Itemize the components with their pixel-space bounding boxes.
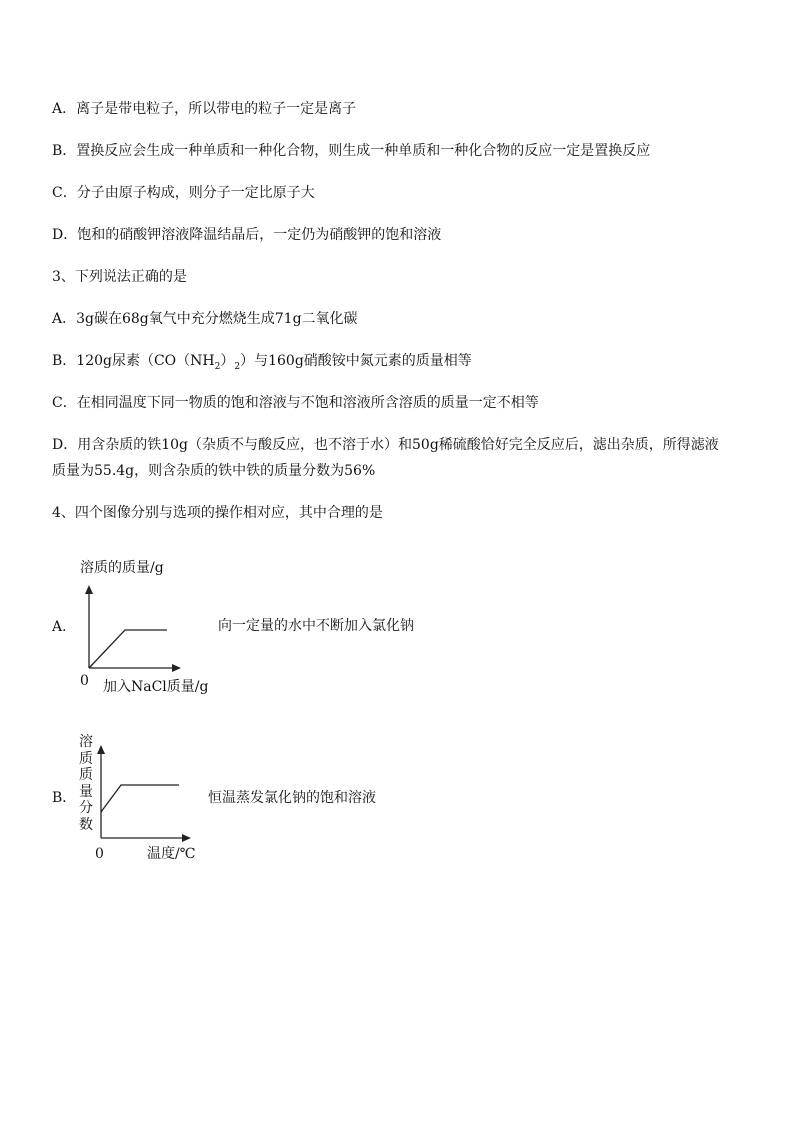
q3-option-b-subscript: 2 — [214, 362, 221, 372]
q2-option-b: B．置换反应会生成一种单质和一种化合物，则生成一种单质和一种化合物的反应一定是置换反应 — [52, 143, 651, 159]
graph-b-y-char: 质 — [79, 750, 93, 767]
graph-b-y-char: 量 — [79, 783, 93, 800]
q3-option-d-line2: 质量为55.4g，则含杂质的铁中铁的质量分数为56% — [52, 463, 376, 479]
q3-option-b-subscript-2: 2 — [234, 362, 241, 372]
graph-a — [85, 585, 181, 672]
graph-a-x-label: 加入NaCl质量/g — [103, 679, 209, 695]
q3-option-b-mid: ） — [220, 353, 235, 369]
graph-a-y-label: 溶质的质量/g — [80, 560, 164, 576]
q3-option-b-post: ）与160g硝酸铵中氮元素的质量相等 — [240, 353, 472, 369]
q2-option-c: C．分子由原子构成，则分子一定比原子大 — [52, 185, 315, 201]
graph-b-curve — [101, 785, 179, 812]
graph-b-description: 恒温蒸发氯化钠的饱和溶液 — [208, 790, 376, 806]
q2-option-a: A．离子是带电粒子，所以带电的粒子一定是离子 — [52, 101, 357, 117]
graph-a-description: 向一定量的水中不断加入氯化钠 — [218, 618, 414, 634]
q3-option-b-pre: B．120g尿素（CO（NH — [52, 353, 215, 369]
graph-b-y-char: 数 — [79, 816, 93, 833]
graph-b-origin: 0 — [95, 846, 104, 862]
graph-b-y-char: 质 — [79, 767, 93, 783]
graph-a-curve — [89, 630, 167, 668]
q3-option-d-line1: D．用含杂质的铁10g（杂质不与酸反应，也不溶于水）和50g稀硫酸恰好完全反应后，滤出杂质，所得滤液 — [52, 437, 719, 453]
q3-stem: 3、下列说法正确的是 — [52, 269, 187, 285]
graph-b-x-label: 温度/℃ — [147, 846, 196, 862]
graph-b-y-char: 分 — [79, 800, 93, 816]
graph-b-y-label — [78, 734, 94, 833]
graph-b-x-arrow — [182, 834, 191, 842]
graph-b-y-char: 溶 — [79, 734, 93, 750]
graph-b-y-arrow — [97, 745, 105, 754]
graph-a-x-arrow — [172, 664, 181, 672]
graph-a-y-arrow — [85, 585, 93, 594]
graph-b-option-letter: B． — [52, 790, 77, 806]
graph-a-option-letter: A． — [52, 619, 77, 635]
graph-b — [97, 745, 191, 842]
q3-option-c: C．在相同温度下同一物质的饱和溶液与不饱和溶液所含溶质的质量一定不相等 — [52, 395, 539, 411]
graph-a-origin: 0 — [80, 673, 89, 689]
q4-stem: 4、四个图像分别与选项的操作相对应，其中合理的是 — [52, 505, 383, 521]
q2-option-d: D．饱和的硝酸钾溶液降温结晶后，一定仍为硝酸钾的饱和溶液 — [52, 227, 442, 243]
q3-option-a: A．3g碳在68g氧气中充分燃烧生成71g二氧化碳 — [52, 311, 358, 327]
